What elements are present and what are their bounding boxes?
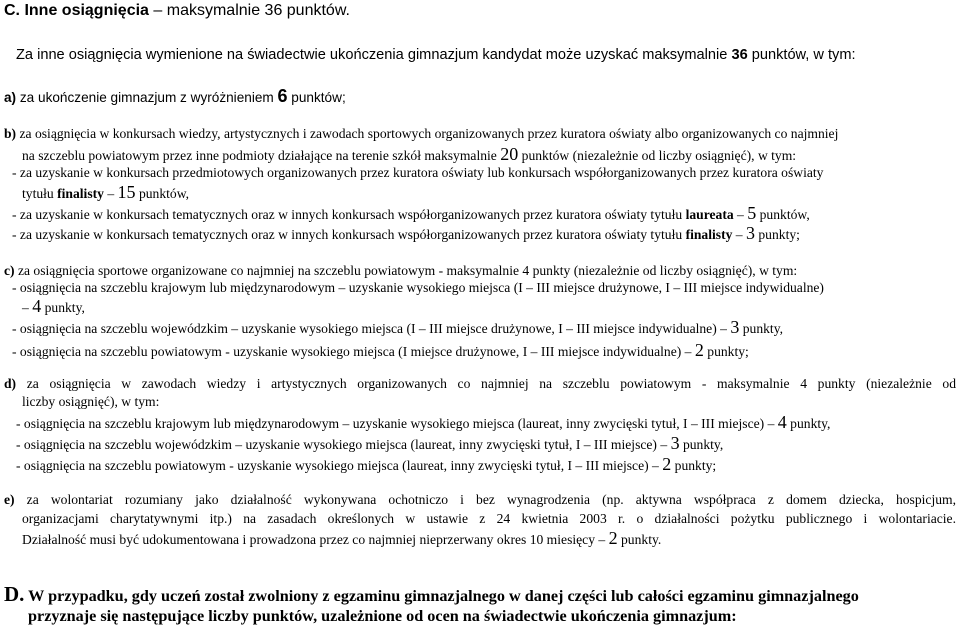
- item-e-line1: e) za wolontariat rozumiany jako działalność wykonywana ochotniczo i bez wynagrodzenia (np. aktywna współpraca z domem dziecka, hospicjum,: [4, 492, 956, 507]
- item-e-line3: Działalność musi być udokumentowana i prowadzona przez co najmniej nieprzerwany okres 10 miesięcy – 2 punkty.: [22, 528, 662, 548]
- item-b-sub1: - za uzyskanie w konkursach przedmiotowych organizowanych przez kuratora oświaty lub konkursach współorganizowanych przez kuratora oświaty: [12, 165, 824, 180]
- section-c-letter: C.: [4, 2, 20, 19]
- section-c-title: Inne osiągnięcia: [24, 2, 149, 19]
- section-d-line1: D. W przypadku, gdy uczeń został zwolniony z egzaminu gimnazjalnego w danej części lub całości egzaminu gimnazjalnego: [4, 582, 859, 606]
- intro-text: Za inne osiągnięcia wymienione na świadectwie ukończenia gimnazjum kandydat może uzyskać maksymalnie 36 punktów, w tym:: [16, 47, 856, 63]
- item-c-sub1-cont: – 4 punkty,: [22, 296, 85, 316]
- item-d-sub1: - osiągnięcia na szczeblu krajowym lub międzynarodowym – uzyskanie wysokiego miejsca (laureat, inny zwycięski tytuł, I – III miejsce) – 4 punkty,: [16, 412, 831, 432]
- item-b-line1: b) za osiągnięcia w konkursach wiedzy, artystycznych i zawodach sportowych organizowanych przez kuratora oświaty albo organizowanych co najmniej: [4, 126, 839, 141]
- item-b-sub1-cont: tytułu finalisty – 15 punktów,: [22, 182, 190, 202]
- item-b-sub3: - za uzyskanie w konkursach tematycznych oraz w innych konkursach współorganizowanych przez kuratora oświaty tytułu finalisty – 3 punkty;: [12, 223, 800, 243]
- item-e-line2: organizacjami charytatywnymi itp.) na zasadach określonych w ustawie z 24 kwietnia 2003 r. o działalności pożytku publicznego i wolontariacie.: [22, 511, 956, 526]
- item-c-sub3: - osiągnięcia na szczeblu powiatowym - uzyskanie wysokiego miejsca (I miejsce drużynowe, I – III miejsce indywidualne) – 2 punkty;: [12, 340, 749, 360]
- item-d-line1: d) za osiągnięcia w zawodach wiedzy i artystycznych organizowanych co najmniej na szczeblu powiatowym - maksymalnie 4 punkty (niezależnie od: [4, 376, 956, 391]
- item-b-line2: na szczeblu powiatowym przez inne podmioty działające na terenie szkół maksymalnie 20 punktów (niezależnie od liczby osiągnięć), w tym:: [22, 144, 797, 164]
- item-d-sub2: - osiągnięcia na szczeblu wojewódzkim – uzyskanie wysokiego miejsca (laureat, inny zwycięski tytuł, I – III miejsce) – 3 punkty,: [16, 433, 724, 453]
- item-c-line1: c) za osiągnięcia sportowe organizowane co najmniej na szczeblu powiatowym - maksymalnie 4 punkty (niezależnie od liczby osiągnięć), w tym:: [4, 263, 798, 278]
- section-c-heading: [4, 1, 350, 21]
- item-c-sub2: - osiągnięcia na szczeblu wojewódzkim – uzyskanie wysokiego miejsca (I – III miejsce drużynowe, I – III miejsce indywidualne) – 3 punkty,: [12, 317, 784, 337]
- item-d-line2: liczby osiągnięć), w tym:: [22, 394, 160, 409]
- section-d-line2: przyznaje się następujące liczby punktów, uzależnione od ocen na świadectwie ukończenia gimnazjum:: [28, 607, 737, 625]
- section-c-subtitle: – maksymalnie 36 punktów.: [153, 2, 350, 19]
- item-a: a) za ukończenie gimnazjum z wyróżnieniem 6 punktów;: [4, 86, 346, 106]
- section-d-letter: D.: [4, 582, 25, 606]
- item-c-sub1: - osiągnięcia na szczeblu krajowym lub międzynarodowym – uzyskanie wysokiego miejsca (I – III miejsce drużynowe, I – III miejsce indywidualne): [12, 280, 824, 295]
- item-b-sub2: - za uzyskanie w konkursach tematycznych oraz w innych konkursach współorganizowanych przez kuratora oświaty tytułu laureata – 5 punktów,: [12, 203, 810, 223]
- item-d-sub3: - osiągnięcia na szczeblu powiatowym - uzyskanie wysokiego miejsca (laureat, inny zwycięski tytuł, I – III miejsce) – 2 punkty;: [16, 454, 717, 474]
